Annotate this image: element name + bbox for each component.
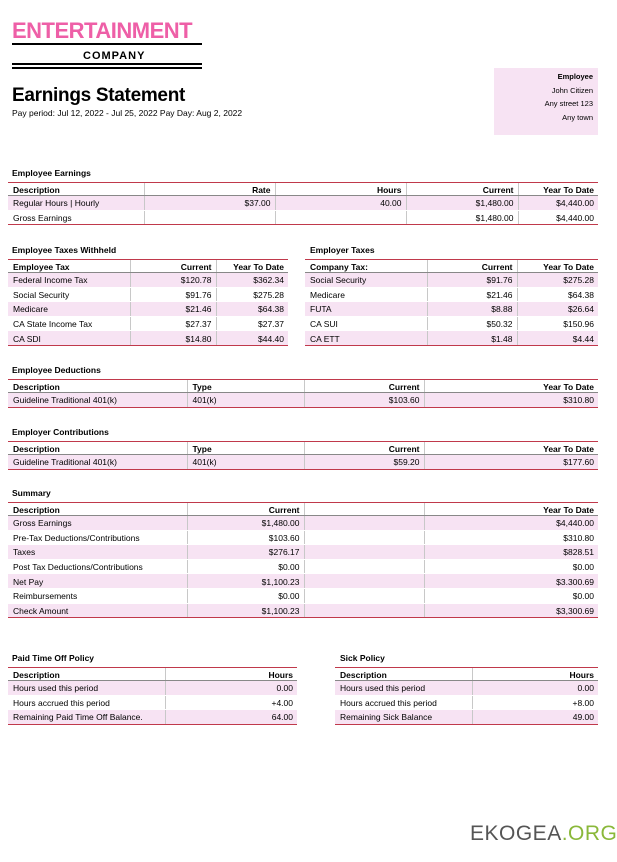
cell: $103.60 xyxy=(304,393,424,408)
col-ytd: Year To Date xyxy=(216,260,288,273)
emp-taxes-title: Employee Taxes Withheld xyxy=(12,245,117,255)
cell xyxy=(304,603,424,618)
cell: 401(k) xyxy=(187,393,304,408)
table-row xyxy=(8,588,598,603)
cell: $310.80 xyxy=(424,530,598,545)
table-row xyxy=(8,287,288,302)
cell: $1,480.00 xyxy=(406,210,518,225)
cell: 0.00 xyxy=(165,681,297,696)
cell: $21.46 xyxy=(427,287,517,302)
cell: Remaining Sick Balance xyxy=(335,710,472,725)
col-description: Description xyxy=(8,503,187,516)
cell: $8.88 xyxy=(427,302,517,317)
cell: Hours accrued this period xyxy=(8,695,165,710)
cell: Hours used this period xyxy=(335,681,472,696)
cell: $3.300.69 xyxy=(424,574,598,589)
cell: 401(k) xyxy=(187,455,304,470)
col-current: Current xyxy=(304,380,424,393)
cell: $1,480.00 xyxy=(187,516,304,531)
cell: $4,440.00 xyxy=(518,196,598,211)
table-row xyxy=(8,603,598,618)
table-row xyxy=(8,302,288,317)
col-current: Current xyxy=(304,442,424,455)
cell: $44.40 xyxy=(216,331,288,346)
col-description: Description xyxy=(8,668,165,681)
col-description: Description xyxy=(8,442,187,455)
col-type: Type xyxy=(187,442,304,455)
cell xyxy=(304,530,424,545)
cell: Hours accrued this period xyxy=(335,695,472,710)
cell: $4,440.00 xyxy=(424,516,598,531)
table-row xyxy=(335,695,598,710)
cell: $275.28 xyxy=(517,273,598,288)
cell: $91.76 xyxy=(130,287,216,302)
sick-table xyxy=(335,667,598,725)
watermark-main: EKOGEA xyxy=(470,822,562,845)
cell: Medicare xyxy=(8,302,130,317)
cell: $120.78 xyxy=(130,273,216,288)
table-row xyxy=(8,710,297,725)
sick-title: Sick Policy xyxy=(340,653,385,663)
cell: Post Tax Deductions/Contributions xyxy=(8,559,187,574)
cell xyxy=(275,210,406,225)
col-rate: Rate xyxy=(144,183,275,196)
deductions-title: Employee Deductions xyxy=(12,365,101,375)
cell: $0.00 xyxy=(424,588,598,603)
contributions-title: Employer Contributions xyxy=(12,427,109,437)
table-row xyxy=(305,273,598,288)
table-row xyxy=(335,710,598,725)
pto-title: Paid Time Off Policy xyxy=(12,653,95,663)
table-row xyxy=(8,273,288,288)
emp-taxes-table xyxy=(8,259,288,346)
cell: Social Security xyxy=(8,287,130,302)
watermark-ext: .ORG xyxy=(561,822,617,845)
cell: $310.80 xyxy=(424,393,598,408)
employee-town: Any town xyxy=(562,112,593,122)
cell: $4.44 xyxy=(517,331,598,346)
earnings-title: Employee Earnings xyxy=(12,168,91,178)
cell: $1,100.23 xyxy=(187,574,304,589)
col-current: Current xyxy=(130,260,216,273)
cell: $50.32 xyxy=(427,316,517,331)
cell: Hours used this period xyxy=(8,681,165,696)
cell: +8.00 xyxy=(472,695,598,710)
table-row xyxy=(8,574,598,589)
cell: CA State Income Tax xyxy=(8,316,130,331)
table-row xyxy=(8,196,598,211)
table-row xyxy=(305,302,598,317)
cell: $37.00 xyxy=(144,196,275,211)
cell: CA SUI xyxy=(305,316,427,331)
table-row xyxy=(8,530,598,545)
cell: $275.28 xyxy=(216,287,288,302)
col-hours: Hours xyxy=(275,183,406,196)
cell: $21.46 xyxy=(130,302,216,317)
cell: $276.17 xyxy=(187,545,304,560)
pay-period: Pay period: Jul 12, 2022 - Jul 25, 2022 Pay Day: Aug 2, 2022 xyxy=(12,108,243,118)
brand-name: ENTERTAINMENT xyxy=(12,18,193,43)
cell: Check Amount xyxy=(8,603,187,618)
cell: Guideline Traditional 401(k) xyxy=(8,455,187,470)
table-row xyxy=(8,455,598,470)
employee-box xyxy=(494,68,598,135)
cell: $4,440.00 xyxy=(518,210,598,225)
col-current: Current xyxy=(406,183,518,196)
col-description: Description xyxy=(8,380,187,393)
cell: Social Security xyxy=(305,273,427,288)
table-row xyxy=(8,681,297,696)
cell: $362.34 xyxy=(216,273,288,288)
cell: Reimbursements xyxy=(8,588,187,603)
col-hours: Hours xyxy=(165,668,297,681)
cell xyxy=(304,574,424,589)
employee-street: Any street 123 xyxy=(544,99,593,108)
cell: $59.20 xyxy=(304,455,424,470)
page-title: Earnings Statement xyxy=(12,85,186,106)
col-blank xyxy=(304,503,424,516)
cell: Gross Earnings xyxy=(8,516,187,531)
cell: Regular Hours | Hourly xyxy=(8,196,144,211)
employee-name: John Citizen xyxy=(551,85,593,95)
cell: 64.00 xyxy=(165,710,297,725)
table-row xyxy=(8,516,598,531)
watermark xyxy=(470,822,617,846)
table-row xyxy=(305,331,598,346)
cell: $0.00 xyxy=(424,559,598,574)
summary-table xyxy=(8,502,598,618)
table-row xyxy=(8,331,288,346)
cell: FUTA xyxy=(305,302,427,317)
cell: $91.76 xyxy=(427,273,517,288)
cell: $0.00 xyxy=(187,588,304,603)
table-row xyxy=(8,559,598,574)
employee-label: Employee xyxy=(557,72,593,81)
cell: 0.00 xyxy=(472,681,598,696)
col-description: Description xyxy=(8,183,144,196)
col-current: Current xyxy=(187,503,304,516)
cell: $64.38 xyxy=(216,302,288,317)
table-row xyxy=(8,545,598,560)
cell: 40.00 xyxy=(275,196,406,211)
table-row xyxy=(8,210,598,225)
cell: Guideline Traditional 401(k) xyxy=(8,393,187,408)
table-row xyxy=(305,316,598,331)
employer-taxes-title: Employer Taxes xyxy=(310,245,375,255)
cell: $177.60 xyxy=(424,455,598,470)
col-ytd: Year To Date xyxy=(424,380,598,393)
cell: 49.00 xyxy=(472,710,598,725)
col-current: Current xyxy=(427,260,517,273)
cell: $1,480.00 xyxy=(406,196,518,211)
cell: $1,100.23 xyxy=(187,603,304,618)
contributions-table xyxy=(8,441,598,470)
cell: $828.51 xyxy=(424,545,598,560)
table-row xyxy=(8,695,297,710)
cell: Federal Income Tax xyxy=(8,273,130,288)
deductions-table xyxy=(8,379,598,408)
cell: Pre-Tax Deductions/Contributions xyxy=(8,530,187,545)
cell: CA ETT xyxy=(305,331,427,346)
col-description: Description xyxy=(335,668,472,681)
table-row xyxy=(305,287,598,302)
col-company-tax: Company Tax: xyxy=(305,260,427,273)
cell xyxy=(304,516,424,531)
col-hours: Hours xyxy=(472,668,598,681)
cell: $103.60 xyxy=(187,530,304,545)
cell: $14.80 xyxy=(130,331,216,346)
table-row xyxy=(8,316,288,331)
col-ytd: Year To Date xyxy=(424,442,598,455)
employer-taxes-table xyxy=(305,259,598,346)
cell: $150.96 xyxy=(517,316,598,331)
col-ytd: Year To Date xyxy=(517,260,598,273)
cell: Medicare xyxy=(305,287,427,302)
summary-title: Summary xyxy=(12,488,51,498)
cell: Net Pay xyxy=(8,574,187,589)
cell: Remaining Paid Time Off Balance. xyxy=(8,710,165,725)
earnings-table xyxy=(8,182,598,225)
cell: $26.64 xyxy=(517,302,598,317)
table-row xyxy=(335,681,598,696)
cell xyxy=(144,210,275,225)
col-employee-tax: Employee Tax xyxy=(8,260,130,273)
col-ytd: Year To Date xyxy=(518,183,598,196)
cell: $27.37 xyxy=(130,316,216,331)
cell: $3,300.69 xyxy=(424,603,598,618)
cell: +4.00 xyxy=(165,695,297,710)
cell: $27.37 xyxy=(216,316,288,331)
col-ytd: Year To Date xyxy=(424,503,598,516)
table-row xyxy=(8,393,598,408)
cell: $0.00 xyxy=(187,559,304,574)
cell xyxy=(304,545,424,560)
brand-sub: COMPANY xyxy=(80,50,148,62)
cell xyxy=(304,559,424,574)
cell: $1.48 xyxy=(427,331,517,346)
cell: CA SDI xyxy=(8,331,130,346)
col-type: Type xyxy=(187,380,304,393)
cell xyxy=(304,588,424,603)
cell: Taxes xyxy=(8,545,187,560)
pto-table xyxy=(8,667,297,725)
cell: $64.38 xyxy=(517,287,598,302)
cell: Gross Earnings xyxy=(8,210,144,225)
